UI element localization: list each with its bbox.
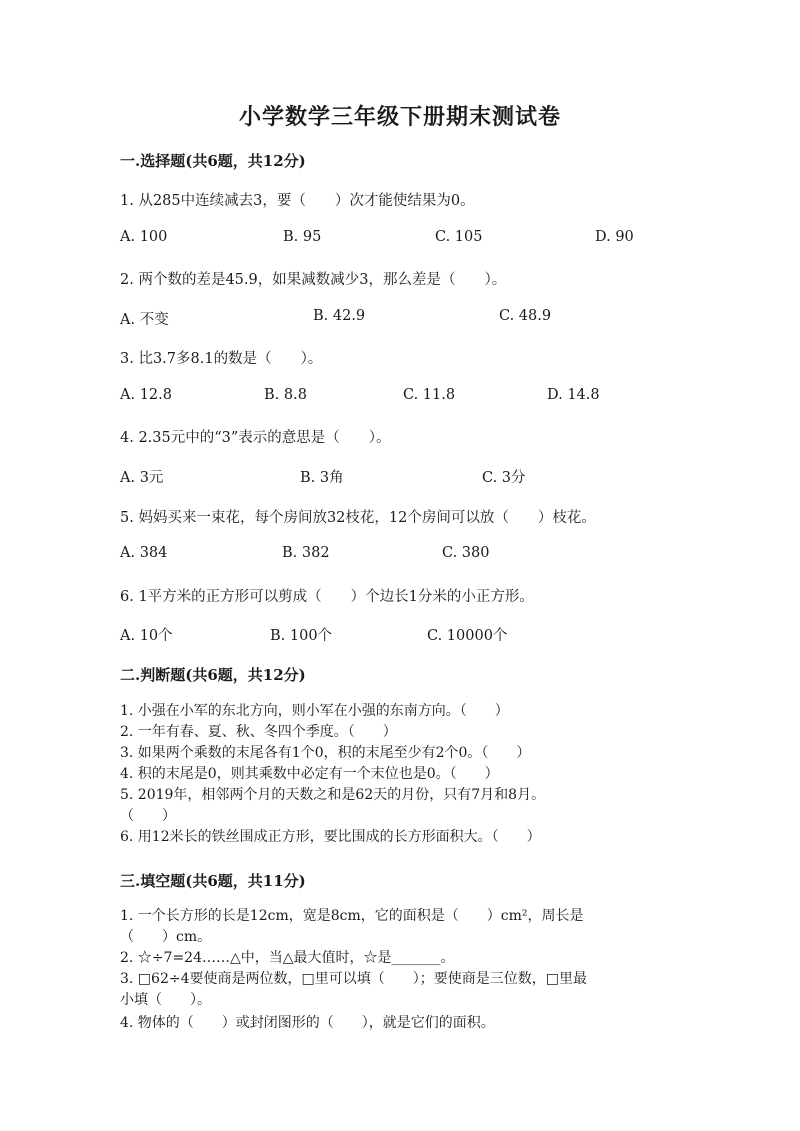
- option-c: C. 11.8: [403, 387, 456, 403]
- option-b: B. 42.9: [313, 308, 366, 324]
- fill-line: 4. 物体的（ ）或封闭图形的（ ），就是它们的面积。: [120, 1015, 495, 1031]
- option-d: D. 90: [595, 229, 634, 245]
- option-a: A. 12.8: [120, 387, 172, 403]
- statement-line: 5. 2019年，相邻两个月的天数之和是62天的月份，只有7月和8月。: [120, 787, 546, 803]
- option-c: C. 105: [435, 229, 483, 245]
- option-c: C. 3分: [482, 470, 526, 486]
- option-a: A. 100: [120, 229, 168, 245]
- section-heading-choice: 一.选择题(共6题，共12分): [120, 152, 306, 170]
- option-c: C. 48.9: [499, 308, 552, 324]
- statement-line: 4. 积的末尾是0，则其乘数中必定有一个末位也是0。（ ）: [120, 766, 499, 782]
- fill-line: 2. ☆÷7=24……△中，当△最大值时，☆是_______。: [120, 950, 455, 966]
- statement-line: 3. 如果两个乘数的末尾各有1个0，积的末尾至少有2个0。（ ）: [120, 745, 531, 761]
- statement-line: 1. 小强在小军的东北方向，则小军在小强的东南方向。（ ）: [120, 703, 509, 719]
- question-text: 4. 2.35元中的“3”表示的意思是（ ）。: [120, 430, 391, 446]
- question-text: 1. 从285中连续减去3，要（ ）次才能使结果为0。: [120, 193, 475, 209]
- option-b: B. 3角: [300, 470, 344, 486]
- fill-line: （ ）cm。: [120, 929, 212, 945]
- page-title: 小学数学三年级下册期末测试卷: [238, 104, 561, 130]
- option-a: A. 10个: [120, 628, 173, 644]
- option-b: B. 95: [283, 229, 322, 245]
- section-heading-judgement: 二.判断题(共6题，共12分): [120, 666, 306, 684]
- question-text: 5. 妈妈买来一束花，每个房间放32枝花，12个房间可以放（ ）枝花。: [120, 510, 596, 526]
- question-text: 3. 比3.7多8.1的数是（ ）。: [120, 351, 323, 367]
- option-c: C. 380: [442, 545, 490, 561]
- statement-line: 6. 用12米长的铁丝围成正方形，要比围成的长方形面积大。（ ）: [120, 829, 541, 845]
- fill-line: 3. □62÷4要使商是两位数，□里可以填（ ）；要使商是三位数，□里最: [120, 971, 587, 987]
- option-b: B. 100个: [270, 628, 333, 644]
- option-d: D. 14.8: [547, 387, 600, 403]
- option-b: B. 382: [282, 545, 330, 561]
- option-b: B. 8.8: [264, 387, 307, 403]
- question-text: 6. 1平方米的正方形可以剪成（ ）个边长1分米的小正方形。: [120, 589, 534, 605]
- option-c: C. 10000个: [427, 628, 508, 644]
- section-heading-fill-blank: 三.填空题(共6题，共11分): [120, 872, 306, 890]
- question-text: 2. 两个数的差是45.9，如果减数减少3，那么差是（ ）。: [120, 272, 507, 288]
- statement-line: （ ）: [120, 808, 176, 824]
- statement-line: 2. 一年有春、夏、秋、冬四个季度。（ ）: [120, 724, 397, 740]
- option-a: A. 3元: [120, 470, 164, 486]
- fill-line: 小填（ ）。: [120, 992, 211, 1008]
- fill-line: 1. 一个长方形的长是12cm，宽是8cm，它的面积是（ ）cm²，周长是: [120, 908, 584, 924]
- option-a: A. 不变: [120, 312, 169, 328]
- option-a: A. 384: [120, 545, 168, 561]
